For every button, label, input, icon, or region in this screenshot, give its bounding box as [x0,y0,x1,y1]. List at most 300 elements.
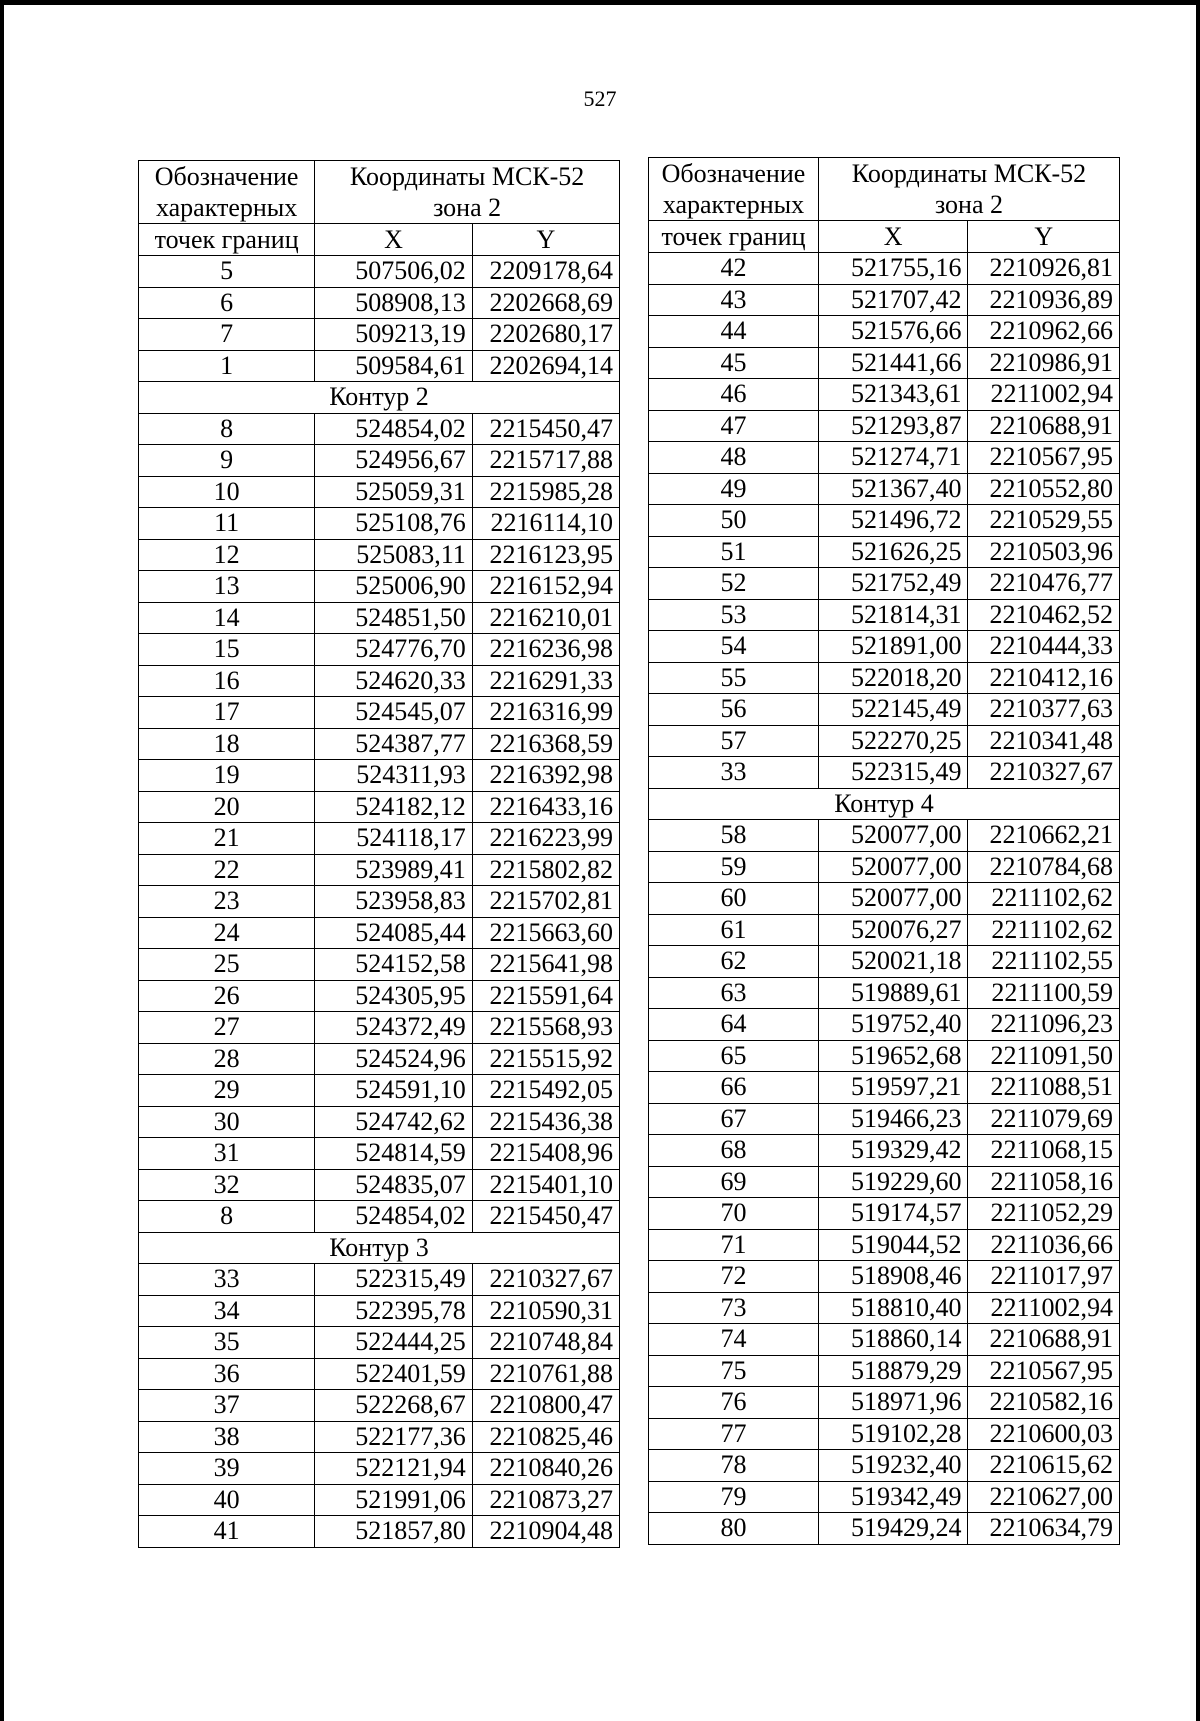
table-row [139,256,620,288]
x-coordinate-cell: 520077,00 [818,851,967,883]
x-coordinate-cell: 519342,49 [818,1481,967,1513]
x-coordinate-cell: 521576,66 [818,316,967,348]
y-coordinate-cell: 2211091,50 [968,1040,1120,1072]
x-coordinate-cell: 521496,72 [818,505,967,537]
point-id-cell: 8 [139,1201,315,1233]
x-coordinate-cell: 521293,87 [818,410,967,442]
page-number: 527 [583,86,617,111]
point-id-cell: 65 [649,1040,819,1072]
x-coordinate-cell: 521441,66 [818,347,967,379]
table-row [649,914,1120,946]
y-coordinate-cell: 2210600,03 [968,1418,1120,1450]
table-row [649,1198,1120,1230]
scan-border-top [0,0,1200,5]
x-coordinate-cell: 520076,27 [818,914,967,946]
points-header-line: Обозначение [661,159,806,188]
table-row [139,1043,620,1075]
point-id-cell: 33 [139,1264,315,1296]
table-row [139,917,620,949]
table-row [649,694,1120,726]
point-id-cell: 18 [139,728,315,760]
table-row [139,949,620,981]
table-row [649,1387,1120,1419]
point-id-cell: 55 [649,662,819,694]
table-row [139,980,620,1012]
table-row [649,1261,1120,1293]
y-coordinate-cell: 2215663,60 [472,917,619,949]
x-coordinate-cell: 522270,25 [818,725,967,757]
y-coordinate-cell: 2215568,93 [472,1012,619,1044]
table-row [649,1103,1120,1135]
points-header [139,161,315,224]
table-row [139,445,620,477]
points-header [649,158,819,221]
x-coordinate-cell: 522145,49 [818,694,967,726]
x-coordinate-cell: 525059,31 [315,476,473,508]
y-coordinate-cell: 2210590,31 [472,1295,619,1327]
table-row [139,539,620,571]
x-header: X [818,221,967,253]
y-coordinate-cell: 2210926,81 [968,253,1120,285]
table-row [139,728,620,760]
point-id-cell: 66 [649,1072,819,1104]
x-coordinate-cell: 524620,33 [315,665,473,697]
y-coordinate-cell: 2211100,59 [968,977,1120,1009]
point-id-cell: 50 [649,505,819,537]
table-row [139,760,620,792]
y-coordinate-cell: 2210476,77 [968,568,1120,600]
point-id-cell: 70 [649,1198,819,1230]
y-coordinate-cell: 2215515,92 [472,1043,619,1075]
y-coordinate-cell: 2216114,10 [472,508,619,540]
y-coordinate-cell: 2211058,16 [968,1166,1120,1198]
x-coordinate-cell: 519652,68 [818,1040,967,1072]
contour-label: Контур 3 [139,1232,620,1264]
point-id-cell: 9 [139,445,315,477]
x-coordinate-cell: 519597,21 [818,1072,967,1104]
x-coordinate-cell: 521343,61 [818,379,967,411]
x-coordinate-cell: 521274,71 [818,442,967,474]
y-coordinate-cell: 2215401,10 [472,1169,619,1201]
point-id-cell: 45 [649,347,819,379]
table-row [649,851,1120,883]
y-coordinate-cell: 2210688,91 [968,1324,1120,1356]
y-coordinate-cell: 2210986,91 [968,347,1120,379]
point-id-cell: 37 [139,1390,315,1422]
point-id-cell: 19 [139,760,315,792]
point-id-cell: 54 [649,631,819,663]
point-id-cell: 17 [139,697,315,729]
contour-label: Контур 2 [139,382,620,414]
x-coordinate-cell: 518810,40 [818,1292,967,1324]
y-coordinate-cell: 2210840,26 [472,1453,619,1485]
point-id-cell: 62 [649,946,819,978]
y-coordinate-cell: 2211079,69 [968,1103,1120,1135]
table-row [139,886,620,918]
x-coordinate-cell: 519174,57 [818,1198,967,1230]
x-coordinate-cell: 519889,61 [818,977,967,1009]
y-coordinate-cell: 2210503,96 [968,536,1120,568]
x-coordinate-cell: 509584,61 [315,350,473,382]
y-coordinate-cell: 2211102,55 [968,946,1120,978]
coordinates-table-left [138,160,620,1548]
table-row [649,1166,1120,1198]
x-coordinate-cell: 524545,07 [315,697,473,729]
point-id-cell: 40 [139,1484,315,1516]
point-id-cell: 15 [139,634,315,666]
coords-header-line: зона 2 [934,190,1004,219]
y-coordinate-cell: 2216223,99 [472,823,619,855]
point-id-cell: 23 [139,886,315,918]
y-coordinate-cell: 2202694,14 [472,350,619,382]
x-coordinate-cell: 522401,59 [315,1358,473,1390]
x-coordinate-cell: 522444,25 [315,1327,473,1359]
points-header-line: Обозначение [154,162,299,191]
x-coordinate-cell: 521752,49 [818,568,967,600]
table-row [649,757,1120,789]
point-id-cell: 80 [649,1513,819,1545]
points-header-line: точек границ [649,221,819,253]
point-id-cell: 58 [649,820,819,852]
table-row [139,1201,620,1233]
x-coordinate-cell: 522268,67 [315,1390,473,1422]
y-coordinate-cell: 2215591,64 [472,980,619,1012]
table-row [139,1484,620,1516]
point-id-cell: 8 [139,413,315,445]
y-coordinate-cell: 2210904,48 [472,1516,619,1548]
x-coordinate-cell: 518860,14 [818,1324,967,1356]
x-coordinate-cell: 522018,20 [818,662,967,694]
coords-header [315,161,620,224]
y-coordinate-cell: 2211068,15 [968,1135,1120,1167]
point-id-cell: 16 [139,665,315,697]
y-coordinate-cell: 2216392,98 [472,760,619,792]
point-id-cell: 43 [649,284,819,316]
y-coordinate-cell: 2215702,81 [472,886,619,918]
x-coordinate-cell: 509213,19 [315,319,473,351]
point-id-cell: 64 [649,1009,819,1041]
y-coordinate-cell: 2216210,01 [472,602,619,634]
y-coordinate-cell: 2216368,59 [472,728,619,760]
table-row [139,1169,620,1201]
y-coordinate-cell: 2210748,84 [472,1327,619,1359]
point-id-cell: 74 [649,1324,819,1356]
table-row [649,820,1120,852]
y-coordinate-cell: 2215641,98 [472,949,619,981]
x-coordinate-cell: 522177,36 [315,1421,473,1453]
table-row [649,1418,1120,1450]
point-id-cell: 77 [649,1418,819,1450]
y-coordinate-cell: 2211102,62 [968,883,1120,915]
table-body [649,253,1120,1545]
y-coordinate-cell: 2210761,88 [472,1358,619,1390]
table-row [139,1264,620,1296]
point-id-cell: 38 [139,1421,315,1453]
x-coordinate-cell: 524118,17 [315,823,473,855]
x-coordinate-cell: 524085,44 [315,917,473,949]
y-coordinate-cell: 2210529,55 [968,505,1120,537]
point-id-cell: 30 [139,1106,315,1138]
x-coordinate-cell: 518971,96 [818,1387,967,1419]
x-coordinate-cell: 525083,11 [315,539,473,571]
point-id-cell: 25 [139,949,315,981]
point-id-cell: 61 [649,914,819,946]
point-id-cell: 44 [649,316,819,348]
x-coordinate-cell: 519429,24 [818,1513,967,1545]
table-row [649,883,1120,915]
table-row [139,634,620,666]
point-id-cell: 79 [649,1481,819,1513]
y-coordinate-cell: 2215492,05 [472,1075,619,1107]
y-coordinate-cell: 2211017,97 [968,1261,1120,1293]
x-coordinate-cell: 524956,67 [315,445,473,477]
table-header-row [139,224,620,256]
point-id-cell: 35 [139,1327,315,1359]
y-coordinate-cell: 2211052,29 [968,1198,1120,1230]
y-coordinate-cell: 2216152,94 [472,571,619,603]
point-id-cell: 12 [139,539,315,571]
table-row [139,413,620,445]
point-id-cell: 49 [649,473,819,505]
coords-header-line: Координаты МСК-52 [349,162,585,191]
table-row [649,1135,1120,1167]
point-id-cell: 32 [139,1169,315,1201]
x-coordinate-cell: 525108,76 [315,508,473,540]
x-coordinate-cell: 524591,10 [315,1075,473,1107]
y-coordinate-cell: 2211088,51 [968,1072,1120,1104]
y-coordinate-cell: 2211096,23 [968,1009,1120,1041]
table-row [649,1292,1120,1324]
point-id-cell: 53 [649,599,819,631]
x-coordinate-cell: 523958,83 [315,886,473,918]
coordinates-table-right [648,157,1120,1545]
table-row [139,1295,620,1327]
point-id-cell: 29 [139,1075,315,1107]
point-id-cell: 42 [649,253,819,285]
scan-border-left [0,0,4,1721]
table-row [649,1324,1120,1356]
y-coordinate-cell: 2215717,88 [472,445,619,477]
point-id-cell: 31 [139,1138,315,1170]
x-coordinate-cell: 524851,50 [315,602,473,634]
table-row [649,1040,1120,1072]
y-coordinate-cell: 2210341,48 [968,725,1120,757]
y-coordinate-cell: 2216236,98 [472,634,619,666]
point-id-cell: 48 [649,442,819,474]
y-coordinate-cell: 2210634,79 [968,1513,1120,1545]
table-row [139,791,620,823]
x-coordinate-cell: 522395,78 [315,1295,473,1327]
y-coordinate-cell: 2215450,47 [472,413,619,445]
table-row [139,665,620,697]
x-coordinate-cell: 519229,60 [818,1166,967,1198]
x-coordinate-cell: 525006,90 [315,571,473,603]
table-row [139,1138,620,1170]
y-coordinate-cell: 2215450,47 [472,1201,619,1233]
point-id-cell: 28 [139,1043,315,1075]
x-header: X [315,224,473,256]
x-coordinate-cell: 518908,46 [818,1261,967,1293]
table-row [649,473,1120,505]
x-coordinate-cell: 523989,41 [315,854,473,886]
point-id-cell: 71 [649,1229,819,1261]
y-header: Y [472,224,619,256]
table-row [139,571,620,603]
y-coordinate-cell: 2209178,64 [472,256,619,288]
table-row [139,1327,620,1359]
y-coordinate-cell: 2210327,67 [472,1264,619,1296]
table-row [139,854,620,886]
x-coordinate-cell: 520021,18 [818,946,967,978]
y-coordinate-cell: 2215436,38 [472,1106,619,1138]
point-id-cell: 5 [139,256,315,288]
points-header-line: характерных [662,190,805,219]
table-row [139,476,620,508]
table-row [649,284,1120,316]
point-id-cell: 69 [649,1166,819,1198]
y-coordinate-cell: 2210688,91 [968,410,1120,442]
point-id-cell: 21 [139,823,315,855]
x-coordinate-cell: 524372,49 [315,1012,473,1044]
contour-row [139,1232,620,1264]
coords-header-line: зона 2 [433,193,502,222]
x-coordinate-cell: 522315,49 [315,1264,473,1296]
table-row [649,1072,1120,1104]
x-coordinate-cell: 519102,28 [818,1418,967,1450]
table-row [139,1516,620,1548]
x-coordinate-cell: 524814,59 [315,1138,473,1170]
table-row [139,1075,620,1107]
x-coordinate-cell: 519329,42 [818,1135,967,1167]
coords-header-line: Координаты МСК-52 [851,159,1087,188]
point-id-cell: 27 [139,1012,315,1044]
point-id-cell: 22 [139,854,315,886]
x-coordinate-cell: 520077,00 [818,820,967,852]
table-row [649,253,1120,285]
point-id-cell: 46 [649,379,819,411]
scan-border-right [1196,0,1200,1721]
x-coordinate-cell: 524387,77 [315,728,473,760]
point-id-cell: 14 [139,602,315,634]
table-row [139,1390,620,1422]
table-row [649,662,1120,694]
table-row [139,602,620,634]
point-id-cell: 73 [649,1292,819,1324]
y-coordinate-cell: 2210784,68 [968,851,1120,883]
y-coordinate-cell: 2215985,28 [472,476,619,508]
y-coordinate-cell: 2216291,33 [472,665,619,697]
table-row [649,1450,1120,1482]
table-body [139,256,620,1548]
y-coordinate-cell: 2215802,82 [472,854,619,886]
point-id-cell: 60 [649,883,819,915]
x-coordinate-cell: 524305,95 [315,980,473,1012]
x-coordinate-cell: 524182,12 [315,791,473,823]
table-row [139,1106,620,1138]
point-id-cell: 11 [139,508,315,540]
x-coordinate-cell: 521707,42 [818,284,967,316]
point-id-cell: 56 [649,694,819,726]
y-coordinate-cell: 2210412,16 [968,662,1120,694]
y-coordinate-cell: 2216433,16 [472,791,619,823]
point-id-cell: 13 [139,571,315,603]
y-coordinate-cell: 2211102,62 [968,914,1120,946]
point-id-cell: 34 [139,1295,315,1327]
y-coordinate-cell: 2211036,66 [968,1229,1120,1261]
y-coordinate-cell: 2210377,63 [968,694,1120,726]
y-header: Y [968,221,1120,253]
table-row [139,287,620,319]
table-row [649,505,1120,537]
x-coordinate-cell: 507506,02 [315,256,473,288]
x-coordinate-cell: 524152,58 [315,949,473,981]
table-row [649,599,1120,631]
table-row [139,823,620,855]
table-row [139,1421,620,1453]
point-id-cell: 1 [139,350,315,382]
x-coordinate-cell: 518879,29 [818,1355,967,1387]
x-coordinate-cell: 521367,40 [818,473,967,505]
y-coordinate-cell: 2210936,89 [968,284,1120,316]
table-row [649,946,1120,978]
table-row [649,568,1120,600]
points-header-line: точек границ [139,224,315,256]
y-coordinate-cell: 2202668,69 [472,287,619,319]
x-coordinate-cell: 524742,62 [315,1106,473,1138]
y-coordinate-cell: 2210825,46 [472,1421,619,1453]
point-id-cell: 52 [649,568,819,600]
y-coordinate-cell: 2202680,17 [472,319,619,351]
table-row [649,316,1120,348]
x-coordinate-cell: 519044,52 [818,1229,967,1261]
x-coordinate-cell: 524311,93 [315,760,473,792]
point-id-cell: 63 [649,977,819,1009]
y-coordinate-cell: 2211002,94 [968,379,1120,411]
x-coordinate-cell: 521814,31 [818,599,967,631]
table-row [649,1009,1120,1041]
y-coordinate-cell: 2211002,94 [968,1292,1120,1324]
x-coordinate-cell: 524524,96 [315,1043,473,1075]
y-coordinate-cell: 2210962,66 [968,316,1120,348]
y-coordinate-cell: 2210444,33 [968,631,1120,663]
table-row [649,1481,1120,1513]
point-id-cell: 6 [139,287,315,319]
y-coordinate-cell: 2210873,27 [472,1484,619,1516]
table-row [139,1358,620,1390]
y-coordinate-cell: 2210327,67 [968,757,1120,789]
point-id-cell: 36 [139,1358,315,1390]
point-id-cell: 76 [649,1387,819,1419]
point-id-cell: 57 [649,725,819,757]
x-coordinate-cell: 520077,00 [818,883,967,915]
table-row [649,977,1120,1009]
point-id-cell: 39 [139,1453,315,1485]
table-row [649,379,1120,411]
x-coordinate-cell: 524835,07 [315,1169,473,1201]
table-row [139,1453,620,1485]
table-row [649,1229,1120,1261]
coords-header [818,158,1119,221]
table-row [649,442,1120,474]
x-coordinate-cell: 519752,40 [818,1009,967,1041]
point-id-cell: 33 [649,757,819,789]
point-id-cell: 47 [649,410,819,442]
table-row [139,319,620,351]
x-coordinate-cell: 519466,23 [818,1103,967,1135]
point-id-cell: 7 [139,319,315,351]
y-coordinate-cell: 2216316,99 [472,697,619,729]
point-id-cell: 68 [649,1135,819,1167]
